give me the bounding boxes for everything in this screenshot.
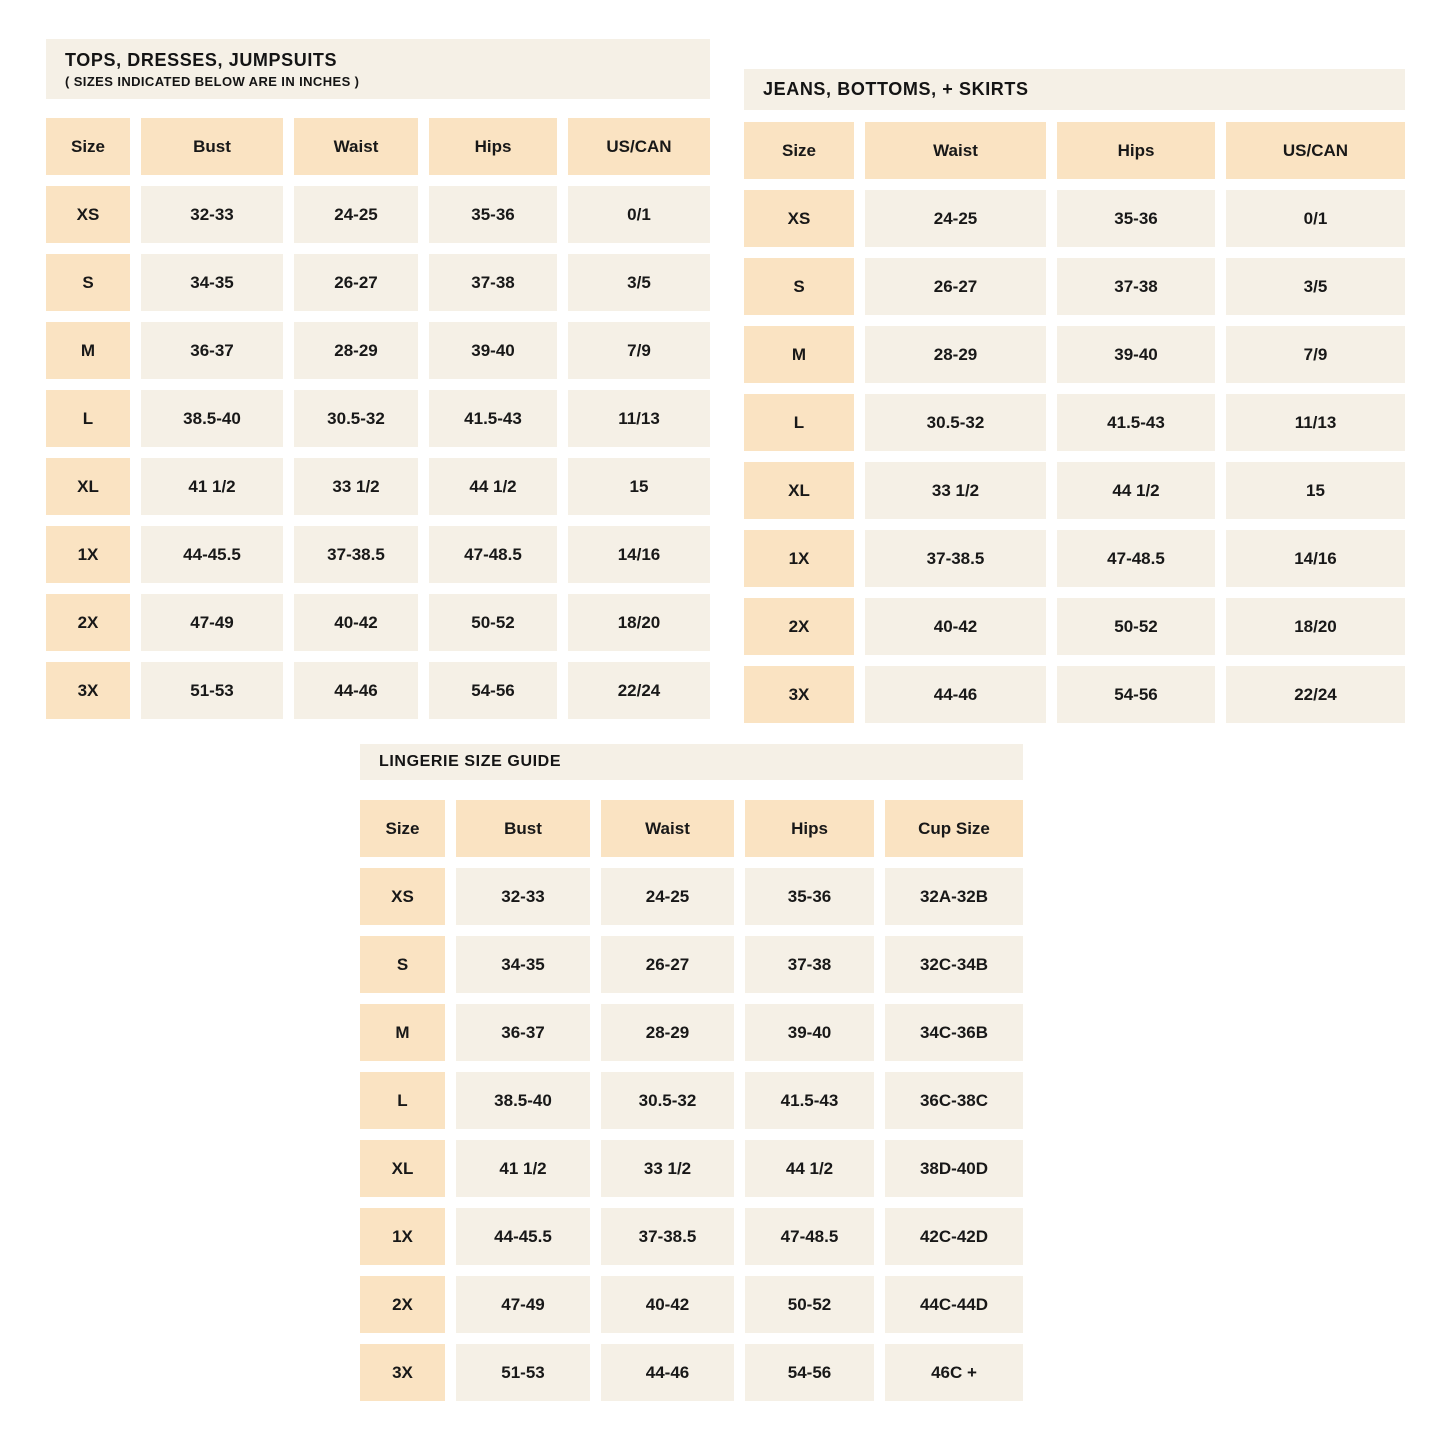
tops-value-cell: 11/13 (568, 390, 710, 447)
jeans-column-header: Hips (1057, 122, 1215, 179)
tops-value-cell: 38.5-40 (141, 390, 283, 447)
lingerie-column-header: Waist (601, 800, 734, 857)
tops-value-cell: 34-35 (141, 254, 283, 311)
tops-value-cell: 47-48.5 (429, 526, 557, 583)
tops-value-cell: 37-38 (429, 254, 557, 311)
tops-value-cell: 51-53 (141, 662, 283, 719)
tops-value-cell: 47-49 (141, 594, 283, 651)
lingerie-value-cell: 46C + (885, 1344, 1023, 1401)
tops-value-cell: 40-42 (294, 594, 418, 651)
lingerie-value-cell: 34-35 (456, 936, 590, 993)
jeans-value-cell: 35-36 (1057, 190, 1215, 247)
lingerie-value-cell: 44-46 (601, 1344, 734, 1401)
lingerie-value-cell: 32C-34B (885, 936, 1023, 993)
tops-size-label: M (46, 322, 130, 379)
tops-size-label: XL (46, 458, 130, 515)
lingerie-table-section (360, 744, 1023, 1401)
jeans-value-cell: 24-25 (865, 190, 1046, 247)
lingerie-value-cell: 34C-36B (885, 1004, 1023, 1061)
lingerie-value-cell: 33 1/2 (601, 1140, 734, 1197)
tops-value-cell: 50-52 (429, 594, 557, 651)
jeans-value-cell: 11/13 (1226, 394, 1405, 451)
jeans-value-cell: 37-38 (1057, 258, 1215, 315)
jeans-value-cell: 50-52 (1057, 598, 1215, 655)
jeans-size-label: XS (744, 190, 854, 247)
jeans-value-cell: 26-27 (865, 258, 1046, 315)
lingerie-column-header: Size (360, 800, 445, 857)
lingerie-value-cell: 38D-40D (885, 1140, 1023, 1197)
tops-table-subtitle: ( SIZES INDICATED BELOW ARE IN INCHES ) (65, 73, 360, 89)
tops-column-header: Size (46, 118, 130, 175)
jeans-value-cell: 54-56 (1057, 666, 1215, 723)
tops-value-cell: 37-38.5 (294, 526, 418, 583)
lingerie-value-cell: 50-52 (745, 1276, 874, 1333)
jeans-column-header: US/CAN (1226, 122, 1405, 179)
tops-size-label: 3X (46, 662, 130, 719)
tops-value-cell: 30.5-32 (294, 390, 418, 447)
jeans-value-cell: 37-38.5 (865, 530, 1046, 587)
lingerie-value-cell: 36-37 (456, 1004, 590, 1061)
lingerie-value-cell: 35-36 (745, 868, 874, 925)
jeans-value-cell: 41.5-43 (1057, 394, 1215, 451)
jeans-title-banner (744, 69, 1405, 110)
lingerie-value-cell: 39-40 (745, 1004, 874, 1061)
tops-value-cell: 41 1/2 (141, 458, 283, 515)
lingerie-value-cell: 28-29 (601, 1004, 734, 1061)
jeans-size-label: M (744, 326, 854, 383)
lingerie-value-cell: 44 1/2 (745, 1140, 874, 1197)
jeans-column-header: Size (744, 122, 854, 179)
jeans-size-label: L (744, 394, 854, 451)
tops-value-cell: 44-46 (294, 662, 418, 719)
tops-value-cell: 32-33 (141, 186, 283, 243)
lingerie-value-cell: 54-56 (745, 1344, 874, 1401)
lingerie-value-cell: 47-49 (456, 1276, 590, 1333)
tops-value-cell: 33 1/2 (294, 458, 418, 515)
lingerie-value-cell: 26-27 (601, 936, 734, 993)
tops-value-cell: 14/16 (568, 526, 710, 583)
lingerie-value-cell: 38.5-40 (456, 1072, 590, 1129)
lingerie-size-label: 2X (360, 1276, 445, 1333)
tops-column-header: Hips (429, 118, 557, 175)
tops-column-header: Bust (141, 118, 283, 175)
jeans-size-label: 1X (744, 530, 854, 587)
tops-value-cell: 0/1 (568, 186, 710, 243)
tops-table-title: TOPS, DRESSES, JUMPSUITS (65, 49, 338, 70)
jeans-column-header: Waist (865, 122, 1046, 179)
lingerie-column-header: Cup Size (885, 800, 1023, 857)
lingerie-title-banner (360, 744, 1023, 780)
tops-value-cell: 15 (568, 458, 710, 515)
jeans-table (744, 122, 1405, 723)
lingerie-value-cell: 30.5-32 (601, 1072, 734, 1129)
tops-title-banner (46, 39, 710, 99)
lingerie-value-cell: 37-38 (745, 936, 874, 993)
tops-value-cell: 35-36 (429, 186, 557, 243)
jeans-value-cell: 14/16 (1226, 530, 1405, 587)
jeans-value-cell: 30.5-32 (865, 394, 1046, 451)
lingerie-value-cell: 47-48.5 (745, 1208, 874, 1265)
tops-value-cell: 39-40 (429, 322, 557, 379)
jeans-table-section (744, 69, 1405, 723)
lingerie-size-label: XS (360, 868, 445, 925)
tops-size-label: L (46, 390, 130, 447)
lingerie-size-label: 3X (360, 1344, 445, 1401)
tops-value-cell: 3/5 (568, 254, 710, 311)
jeans-value-cell: 22/24 (1226, 666, 1405, 723)
tops-table (46, 118, 710, 719)
jeans-table-title: JEANS, BOTTOMS, + SKIRTS (763, 79, 1029, 99)
jeans-value-cell: 0/1 (1226, 190, 1405, 247)
tops-value-cell: 28-29 (294, 322, 418, 379)
jeans-value-cell: 18/20 (1226, 598, 1405, 655)
lingerie-column-header: Bust (456, 800, 590, 857)
lingerie-value-cell: 41.5-43 (745, 1072, 874, 1129)
lingerie-value-cell: 32A-32B (885, 868, 1023, 925)
tops-value-cell: 24-25 (294, 186, 418, 243)
tops-column-header: Waist (294, 118, 418, 175)
lingerie-value-cell: 36C-38C (885, 1072, 1023, 1129)
jeans-value-cell: 15 (1226, 462, 1405, 519)
jeans-value-cell: 44-46 (865, 666, 1046, 723)
jeans-size-label: XL (744, 462, 854, 519)
jeans-value-cell: 28-29 (865, 326, 1046, 383)
lingerie-value-cell: 44C-44D (885, 1276, 1023, 1333)
tops-value-cell: 44-45.5 (141, 526, 283, 583)
lingerie-value-cell: 41 1/2 (456, 1140, 590, 1197)
jeans-size-label: 2X (744, 598, 854, 655)
lingerie-value-cell: 24-25 (601, 868, 734, 925)
lingerie-table (360, 800, 1023, 1401)
lingerie-value-cell: 42C-42D (885, 1208, 1023, 1265)
lingerie-column-header: Hips (745, 800, 874, 857)
jeans-value-cell: 44 1/2 (1057, 462, 1215, 519)
tops-value-cell: 26-27 (294, 254, 418, 311)
jeans-value-cell: 33 1/2 (865, 462, 1046, 519)
tops-table-section (46, 39, 710, 719)
tops-size-label: S (46, 254, 130, 311)
jeans-size-label: 3X (744, 666, 854, 723)
lingerie-size-label: 1X (360, 1208, 445, 1265)
jeans-value-cell: 7/9 (1226, 326, 1405, 383)
tops-size-label: 2X (46, 594, 130, 651)
jeans-value-cell: 47-48.5 (1057, 530, 1215, 587)
lingerie-size-label: XL (360, 1140, 445, 1197)
lingerie-value-cell: 32-33 (456, 868, 590, 925)
tops-value-cell: 36-37 (141, 322, 283, 379)
lingerie-value-cell: 37-38.5 (601, 1208, 734, 1265)
tops-value-cell: 22/24 (568, 662, 710, 719)
tops-column-header: US/CAN (568, 118, 710, 175)
tops-value-cell: 44 1/2 (429, 458, 557, 515)
lingerie-value-cell: 44-45.5 (456, 1208, 590, 1265)
lingerie-size-label: L (360, 1072, 445, 1129)
lingerie-table-title: LINGERIE SIZE GUIDE (379, 753, 562, 770)
jeans-size-label: S (744, 258, 854, 315)
lingerie-value-cell: 51-53 (456, 1344, 590, 1401)
jeans-value-cell: 39-40 (1057, 326, 1215, 383)
tops-value-cell: 54-56 (429, 662, 557, 719)
tops-value-cell: 7/9 (568, 322, 710, 379)
jeans-value-cell: 40-42 (865, 598, 1046, 655)
tops-size-label: XS (46, 186, 130, 243)
lingerie-size-label: M (360, 1004, 445, 1061)
jeans-value-cell: 3/5 (1226, 258, 1405, 315)
tops-value-cell: 41.5-43 (429, 390, 557, 447)
tops-value-cell: 18/20 (568, 594, 710, 651)
lingerie-size-label: S (360, 936, 445, 993)
tops-size-label: 1X (46, 526, 130, 583)
lingerie-value-cell: 40-42 (601, 1276, 734, 1333)
